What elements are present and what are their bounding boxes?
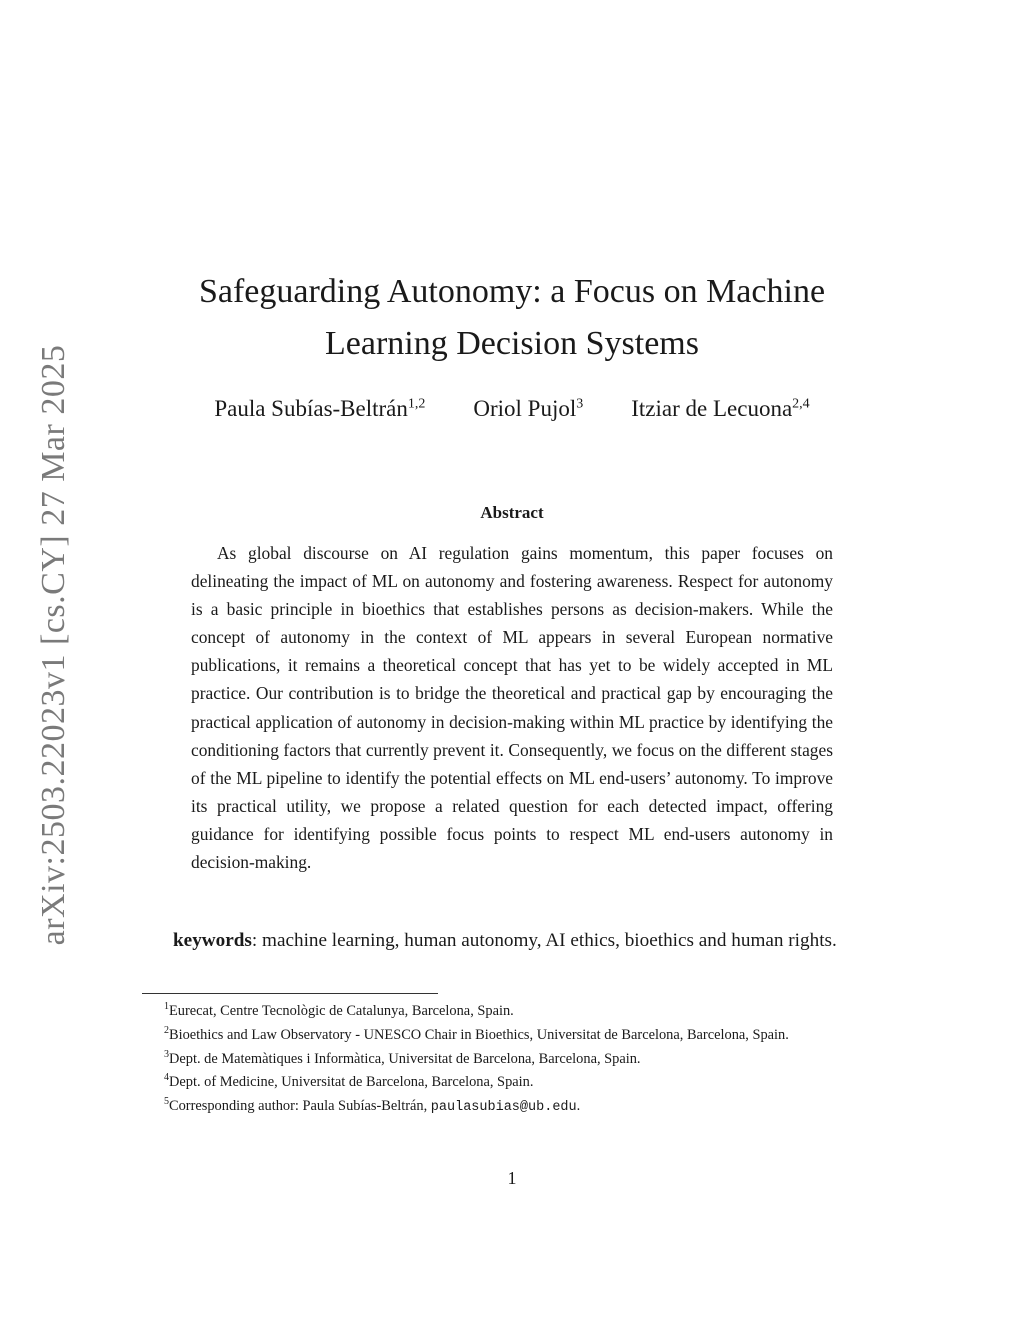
footnote-text: Corresponding author: Paula Subías-Beltrán, xyxy=(169,1097,431,1114)
footnote-mark: 3 xyxy=(164,1048,169,1060)
author-name: Oriol Pujol xyxy=(473,396,577,421)
author-name: Itziar de Lecuona xyxy=(631,396,793,421)
footnote-text: Dept. de Matemàtiques i Informàtica, Universitat de Barcelona, Barcelona, Spain. xyxy=(169,1050,641,1067)
footnote-text: Bioethics and Law Observatory - UNESCO Chair in Bioethics, Universitat de Barcelona, Barcelona, Spain. xyxy=(169,1026,789,1043)
footnote-1 xyxy=(142,997,882,1021)
author-list xyxy=(142,396,882,422)
author-3 xyxy=(631,396,809,422)
author-1 xyxy=(214,396,425,422)
footnote-mark: 1 xyxy=(164,1001,169,1012)
corresponding-author-email[interactable]: paulasubias@ub.edu xyxy=(430,1099,577,1115)
author-affiliation-mark: 3 xyxy=(576,396,584,412)
footnote-4 xyxy=(142,1068,882,1092)
footnote-2 xyxy=(142,1021,882,1045)
footnotes xyxy=(142,997,882,1118)
author-name: Paula Subías-Beltrán xyxy=(214,396,408,421)
page-number: 1 xyxy=(507,1168,517,1188)
abstract-heading: Abstract xyxy=(480,503,544,522)
paper-title-line-1: Safeguarding Autonomy: a Focus on Machine xyxy=(198,273,826,310)
author-2 xyxy=(473,396,583,422)
footnote-text: Eurecat, Centre Tecnològic de Catalunya, Barcelona, Spain. xyxy=(169,1002,514,1019)
footnote-3 xyxy=(142,1045,882,1069)
footnote-mark: 4 xyxy=(164,1072,169,1084)
abstract-body: As global discourse on AI regulation gains momentum, this paper focuses on delineating the impact of ML on autonomy and fostering awareness. Respect for autonomy is a basic principle in bioethics that establishes persons as decision-makers. While the concept of autonomy in the context of ML appears in several European normative publications, it remains a theoretical concept that has yet to be widely accepted in ML practice. Our contribution is to bridge the theoretical and practical gap by encouraging the practical application of autonomy in decision-making within ML practice by identifying the conditioning factors that currently prevent it. Consequently, we focus on the different stages of the ML pipeline to identify the potential effects on ML end-users’ autonomy. To improve its practical utility, we propose a related question for each detected impact, offering guidance for identifying possible focus points to respect ML end-users autonomy in decision-making. xyxy=(191,543,833,873)
keywords-text: : machine learning, human autonomy, AI ethics, bioethics and human rights. xyxy=(251,930,837,951)
footnote-mark: 5 xyxy=(164,1096,169,1108)
keywords-label: keywords xyxy=(173,930,252,951)
footnote-tail: . xyxy=(576,1097,581,1114)
arxiv-identifier-stamp: arXiv:2503.22023v1 [cs.CY] 27 Mar 2025 xyxy=(35,344,72,946)
footnote-mark: 2 xyxy=(164,1024,169,1036)
footnote-5 xyxy=(142,1092,882,1118)
footnote-text: Dept. of Medicine, Universitat de Barcelona, Barcelona, Spain. xyxy=(169,1074,534,1091)
paper-title xyxy=(142,266,882,370)
keywords-paragraph xyxy=(142,926,882,955)
paper-title-line-2: Learning Decision Systems xyxy=(325,325,699,362)
author-affiliation-mark: 1,2 xyxy=(407,396,426,412)
author-affiliation-mark: 2,4 xyxy=(792,396,810,412)
footnote-divider xyxy=(142,993,438,994)
